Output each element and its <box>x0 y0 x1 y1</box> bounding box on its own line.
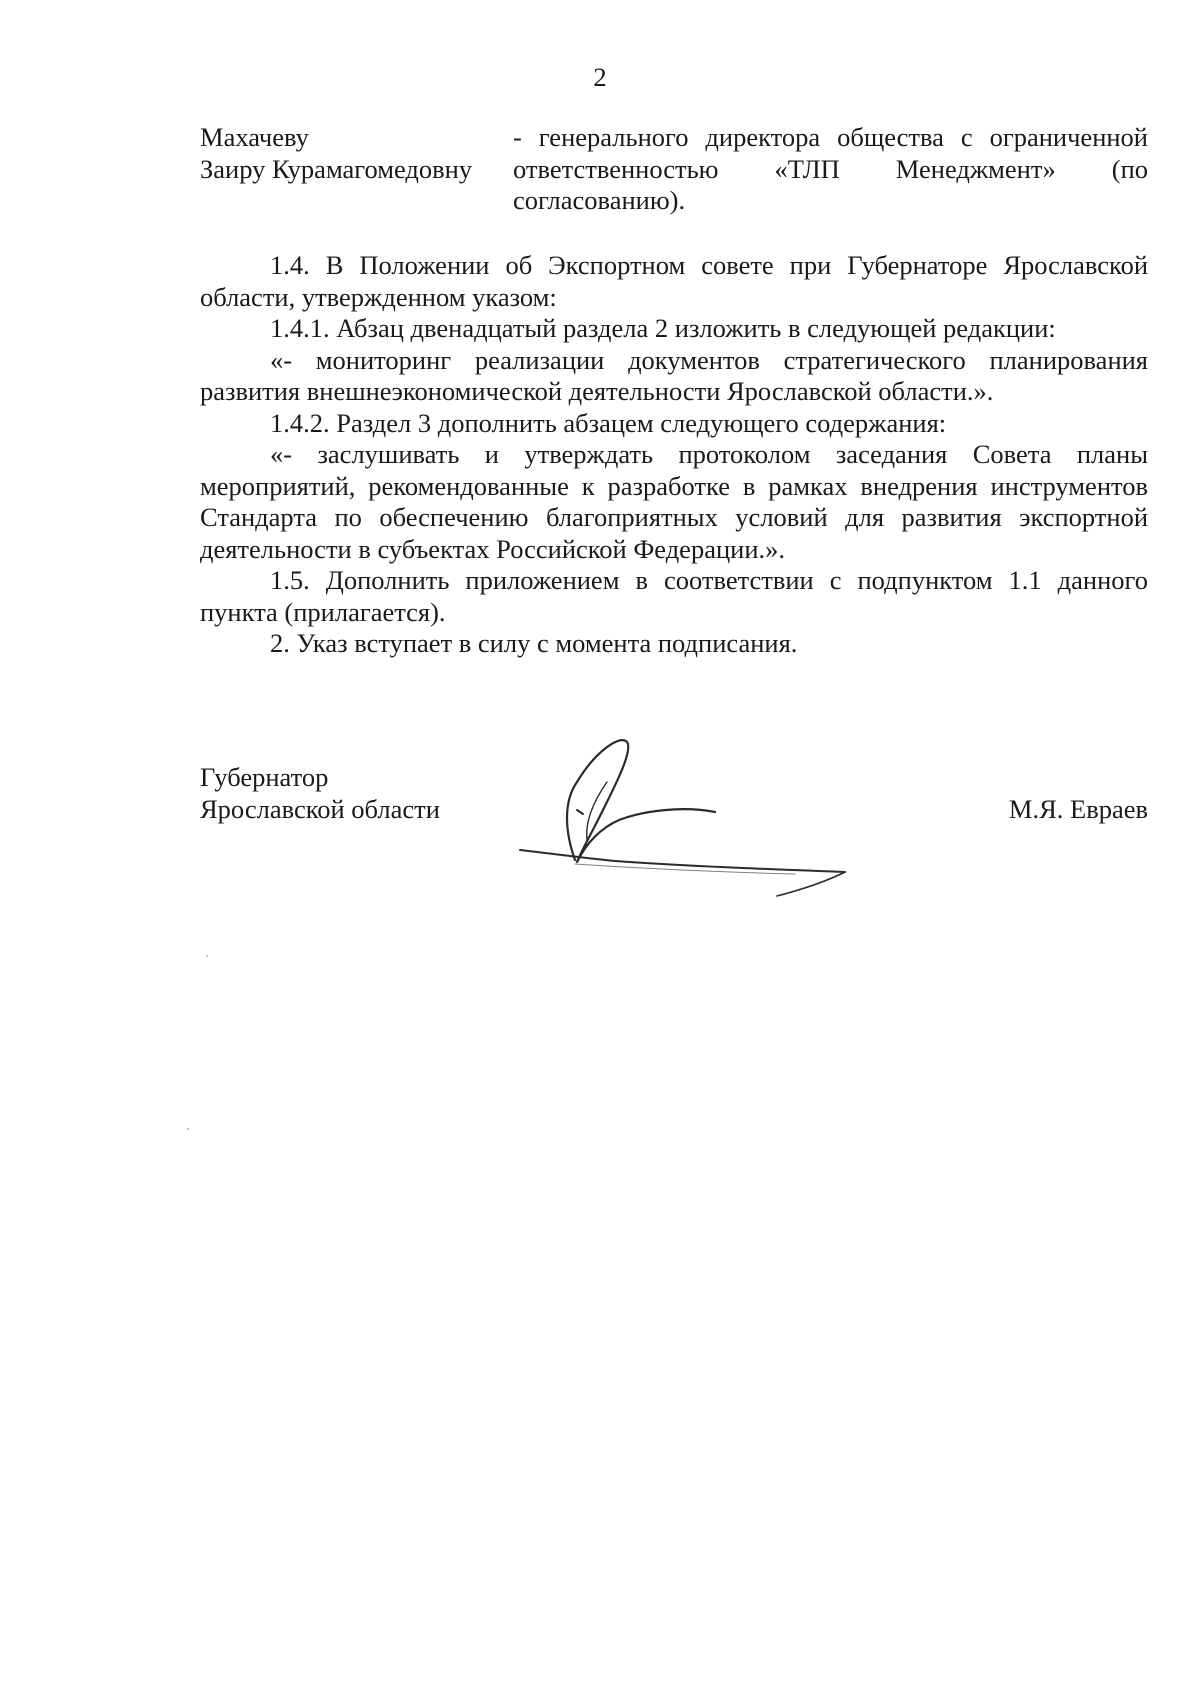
paragraph-1-5: 1.5. Дополнить приложением в соответствии с подпунктом 1.1 данного пункта (прилагается). <box>200 565 1148 627</box>
appointee-position: - генерального директора общества с ограниченной ответственностью «ТЛП Менеджмент» (по согласованию). <box>513 122 1148 215</box>
paragraph-2: 2. Указ вступает в силу с момента подписания. <box>270 628 798 658</box>
signature-block <box>200 762 1148 902</box>
scan-speck <box>206 955 208 957</box>
paragraph-1-4: 1.4. В Положении об Экспортном совете при Губернаторе Ярославской области, утвержденном указом: <box>200 250 1148 312</box>
signature-loop-stroke <box>567 740 715 862</box>
paragraph-1-4-2: 1.4.2. Раздел 3 дополнить абзацем следующего содержания: <box>270 407 947 438</box>
handwritten-signature <box>515 722 875 902</box>
signature-dot-stroke <box>577 810 583 814</box>
signer-title-line2: Ярославской области <box>200 793 440 824</box>
signature-inner-stroke <box>587 782 607 840</box>
paragraph-1-4-1-quote: «- мониторинг реализации документов стратегического планирования развития внешнеэкономической деятельности Ярославской области.». <box>200 344 1148 406</box>
signer-title <box>200 762 540 825</box>
scan-speck <box>187 1128 189 1130</box>
signer-title-line1: Губернатор <box>200 762 329 792</box>
paragraph-1-4-2-quote: «- заслушивать и утверждать протоколом заседания Совета планы мероприятий, рекомендованные к разработке в рамках внедрения инструментов Стандарта по обеспечению благоприятных условий для развития экспортной деятельности в субъектах Российской Федерации.». <box>200 439 1148 564</box>
appointee-surname: Махачеву <box>200 122 309 152</box>
signer-name: М.Я. Евраев <box>1008 794 1148 824</box>
signature-base-stroke <box>520 850 845 872</box>
page-number: 2 <box>593 62 607 92</box>
signature-tail-stroke <box>777 872 845 896</box>
appointee-name <box>200 122 490 185</box>
document-body <box>200 250 1148 660</box>
paragraph-1-4-1: 1.4.1. Абзац двенадцатый раздела 2 изложить в следующей редакции: <box>270 313 1056 343</box>
appointee-given-name: Заиру Курамагомедовну <box>200 153 473 184</box>
